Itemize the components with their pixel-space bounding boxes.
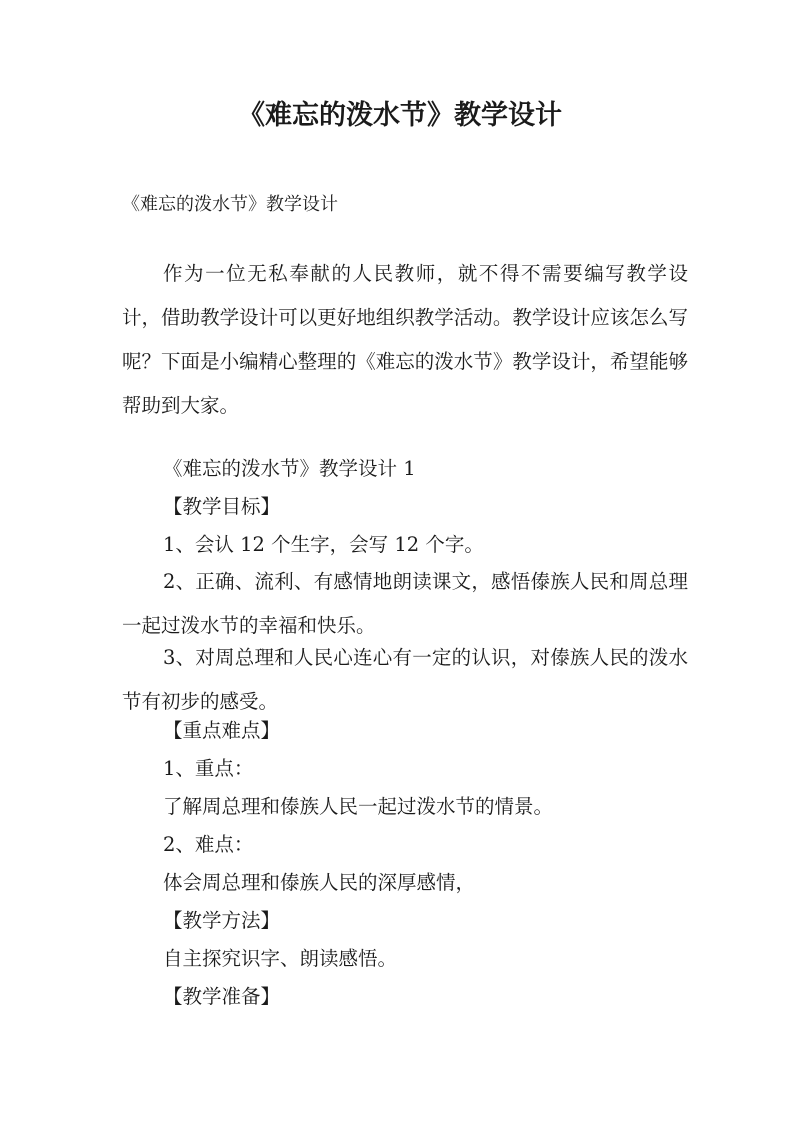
key-point-text: 了解周总理和傣族人民一起过泼水节的情景。 xyxy=(163,795,554,818)
goal-item-2: 2、正确、流利、有感情地朗读课文，感悟傣族人民和周总理一起过泼水节的幸福和快乐。 xyxy=(122,570,688,637)
section-title: 《难忘的泼水节》教学设计 1 xyxy=(163,457,416,480)
heading-teaching-method: 【教学方法】 xyxy=(163,909,281,932)
goal-item-3: 3、对周总理和人民心连心有一定的认识，对傣族人民的泼水节有初步的感受。 xyxy=(122,646,688,713)
teaching-method-text: 自主探究识字、朗读感悟。 xyxy=(163,947,398,970)
goal-item-1: 1、会认 12 个生字，会写 12 个字。 xyxy=(163,533,484,556)
document-title: 《难忘的泼水节》教学设计 xyxy=(238,100,562,131)
heading-teaching-preparation: 【教学准备】 xyxy=(163,985,281,1008)
intro-paragraph: 作为一位无私奉献的人民教师，就不得不需要编写教学设计，借助教学设计可以更好地组织教学活动。教学设计应该怎么写呢？下面是小编精心整理的《难忘的泼水节》教学设计，希望能够帮助到大家。 xyxy=(122,262,688,417)
difficulty-text: 体会周总理和傣族人民的深厚感情， xyxy=(163,871,476,894)
difficulty-label: 2、难点： xyxy=(163,833,254,856)
heading-teaching-goals: 【教学目标】 xyxy=(163,495,281,518)
document-subtitle: 《难忘的泼水节》教学设计 xyxy=(122,194,338,215)
key-point-label: 1、重点： xyxy=(163,757,254,780)
heading-key-points: 【重点难点】 xyxy=(163,719,281,742)
